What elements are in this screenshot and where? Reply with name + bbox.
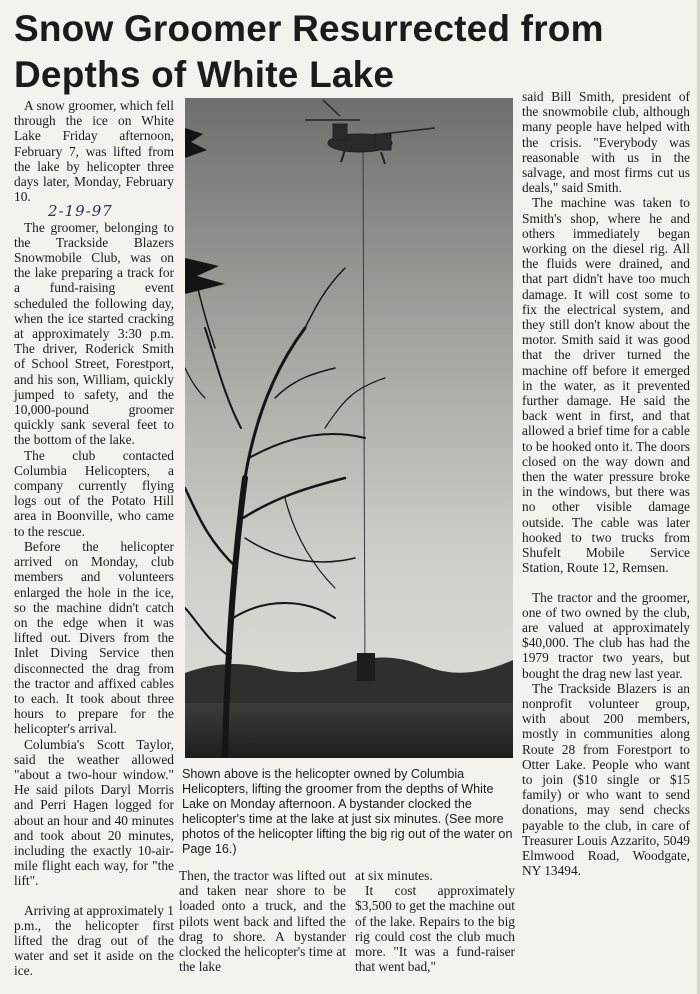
paragraph: A snow groomer, which fell through the ice on White Lake Friday afternoon, February 7, was lifted from the lake by helicopter three days later, Monday, February 10. [14, 98, 174, 205]
paragraph: It cost approximately $3,500 to get the machine out of the lake. Repairs to the big rig could cost the club much more. "It was a fund-raiser that went bad," [355, 883, 515, 975]
helicopter-lifting-groomer-image [185, 98, 513, 758]
column-bottom-right [355, 868, 515, 974]
paragraph: Before the helicopter arrived on Monday, club members and volunteers enlarged the hole in the ice, so the machine didn't catch on the edge when it was lifted out. Divers from the Inlet Diving Service then disconnected the drag from the tractor and affixed cables to each. It took about three hours to prepare for the helicopter's arrival. [14, 538, 174, 737]
handwritten-date: 2-19-97 [48, 202, 113, 221]
paragraph: The club contacted Columbia Helicopters, a company currently flying logs out of the Potato Hill area in Boonville, who came to the rescue. [14, 447, 174, 539]
paragraph: Arriving at approximately 1 p.m., the helicopter first lifted the drag out of the water and set it aside on the ice. [14, 902, 174, 979]
column-bottom-left [179, 868, 346, 974]
paragraph: The Trackside Blazers is an nonprofit volunteer group, with about 200 members, mostly in communities along Route 28 from Forestport to Otter Lake. People who want to join ($10 single or $15 family) or who want to send donations, may send checks payable to the club, in care of Treasurer Louis Azzarito, 5049 Elmwood Road, Woodgate, NY 13494. [522, 680, 690, 879]
column-left [14, 98, 174, 979]
paragraph: Then, the tractor was lifted out and taken near shore to be loaded onto a truck, and the pilots went back and lifted the drag to shore. A bystander clocked the helicopter's time at the lake [179, 868, 346, 975]
column-right [522, 89, 690, 878]
paragraph: said Bill Smith, president of the snowmobile club, although many people have helped with the crisis. "Everybody was reasonable with us in the salvage, and most firms cut us deals," said Smith. [522, 89, 690, 196]
paragraph: The tractor and the groomer, one of two owned by the club, are valued at approximately $40,000. The club has had the 1979 tractor two years, but bought the drag new last year. [522, 589, 690, 681]
paragraph: Columbia's Scott Taylor, said the weather allowed "about a two-hour window." He said pilots Daryl Morris and Perri Hagen logged for about an hour and 40 minutes and took about 20 minutes, including the exactly 10-air-mile flight each way, for "the lift". [14, 736, 174, 889]
paragraph: at six minutes. [355, 868, 433, 883]
paragraph: The groomer, belonging to the Trackside Blazers Snowmobile Club, was on the lake preparing a track for a fund-raising event scheduled the following day, when the ice started cracking at approximately 3:30 p.m. The driver, Roderick Smith of School Street, Forestport, and his son, William, quickly jumped to safety, and the 10,000-pound groomer quickly sank several feet to the bottom of the lake. [14, 219, 174, 448]
groomer-silhouette [357, 653, 375, 681]
photo-caption: Shown above is the helicopter owned by Columbia Helicopters, lifting the groomer from the depths of White Lake on Monday afternoon. A bystander clocked the helicopter's time at the lake at just six minutes. (See more photos of the helicopter lifting the big rig out of the water on Page 16.) [182, 767, 513, 856]
helicopter-photo [185, 98, 513, 758]
headline: Snow Groomer Resurrected from Depths of White Lake [14, 8, 604, 95]
paragraph: The machine was taken to Smith's shop, where he and others immediately began working on the diesel rig. All the fluids were drained, and that part didn't have too much damage. It will cost some to fix the electrical system, and they still don't know about the motor. Smith said it was good that the driver turned the machine off before it emerged in the water, as it prevented further damage. He said the back went in first, and that allowed a brief time for a cable to be hooked onto it. The doors closed on the way down and then the water pressure broke in the windows, but there was no other visible damage outside. The cable was later hooked to two trucks from Shufelt Mobile Service Station, Route 12, Remsen. [522, 195, 690, 576]
